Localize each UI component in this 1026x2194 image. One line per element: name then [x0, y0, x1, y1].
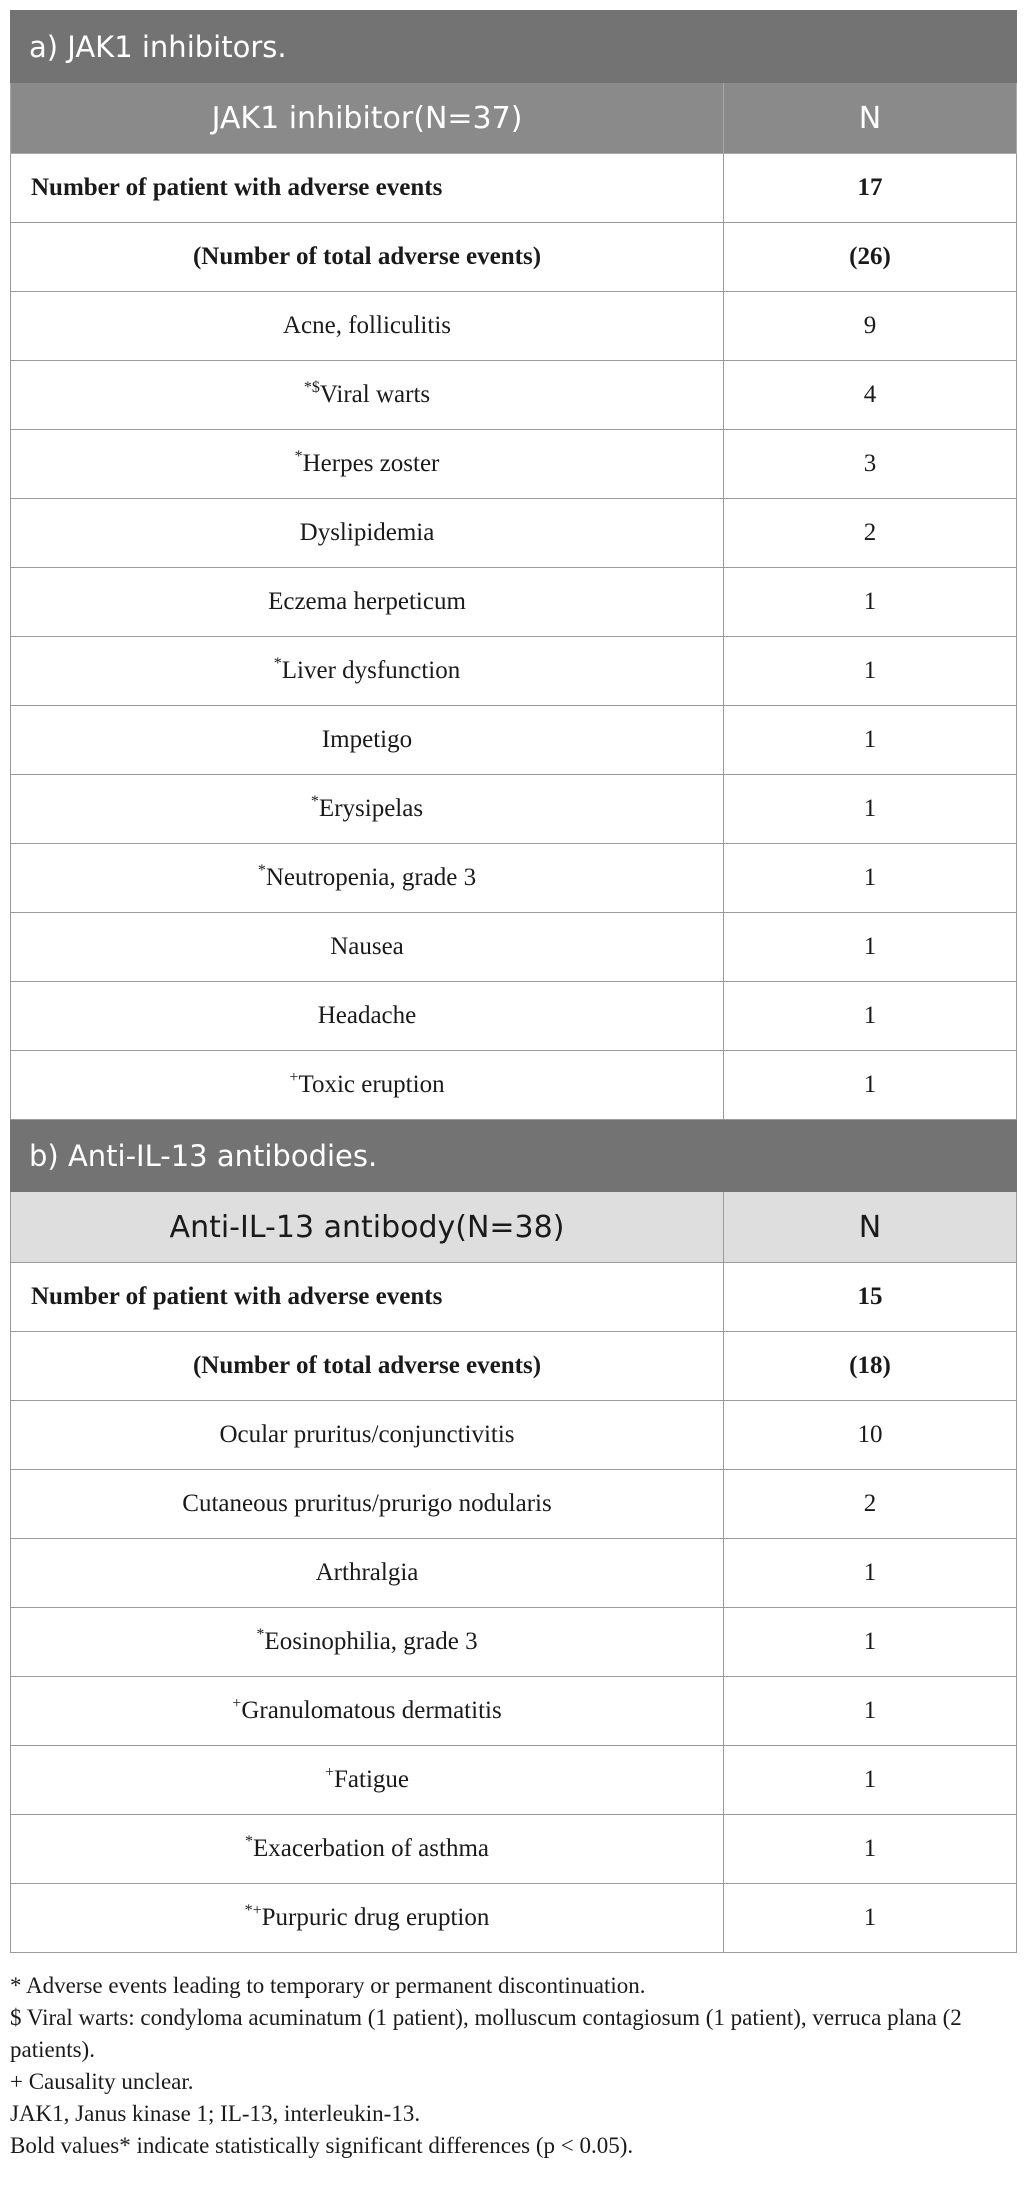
event-count: 1 — [724, 775, 1017, 844]
event-count: 2 — [724, 1470, 1017, 1539]
event-count: 1 — [724, 844, 1017, 913]
event-label — [11, 1263, 724, 1332]
event-count: 1 — [724, 1608, 1017, 1677]
event-label-text: Arthralgia — [315, 1559, 419, 1586]
event-marker: * — [294, 448, 303, 465]
table-row — [11, 1332, 1017, 1401]
event-label — [11, 499, 724, 568]
event-label-text: Toxic eruption — [298, 1071, 445, 1098]
table-row — [11, 1470, 1017, 1539]
section-b-header-col2: N — [724, 1192, 1017, 1263]
event-count: 9 — [724, 292, 1017, 361]
event-label — [11, 982, 724, 1051]
table-row — [11, 1051, 1017, 1120]
event-marker: * — [256, 1626, 265, 1643]
event-label-text: Herpes zoster — [302, 450, 440, 477]
table-row — [11, 1263, 1017, 1332]
event-label — [11, 1332, 724, 1401]
footnote-bold-values: Bold values* indicate statistically significant differences (p < 0.05). — [10, 2133, 634, 2158]
table-row — [11, 1608, 1017, 1677]
event-count: 1 — [724, 568, 1017, 637]
event-label-text: Ocular pruritus/conjunctivitis — [219, 1421, 515, 1448]
event-count: 4 — [724, 361, 1017, 430]
event-label — [11, 1539, 724, 1608]
event-label — [11, 292, 724, 361]
table-row — [11, 913, 1017, 982]
event-label-text: Fatigue — [334, 1766, 410, 1793]
event-label — [11, 361, 724, 430]
event-label-text: Acne, folliculitis — [282, 312, 452, 339]
event-label-text: Erysipelas — [318, 795, 424, 822]
event-label — [11, 430, 724, 499]
event-count: (26) — [724, 223, 1017, 292]
section-b — [11, 1120, 1017, 1953]
table-row — [11, 154, 1017, 223]
event-count: 3 — [724, 430, 1017, 499]
event-label — [11, 1401, 724, 1470]
table-row — [11, 1815, 1017, 1884]
event-label — [11, 568, 724, 637]
event-marker: * — [310, 793, 319, 810]
event-label — [11, 775, 724, 844]
event-label-text: Dyslipidemia — [299, 519, 435, 546]
event-count: 1 — [724, 1746, 1017, 1815]
section-a — [11, 11, 1017, 1120]
table-row — [11, 1677, 1017, 1746]
section-b-header-col1: Anti-IL-13 antibody(N=38) — [11, 1192, 724, 1263]
event-count: 1 — [724, 1677, 1017, 1746]
event-marker: * — [257, 862, 266, 879]
table-row — [11, 292, 1017, 361]
event-label-text: Granulomatous dermatitis — [241, 1697, 502, 1724]
event-marker: * — [273, 655, 282, 672]
table-row — [11, 1746, 1017, 1815]
event-label — [11, 1884, 724, 1953]
event-label-text: Neutropenia, grade 3 — [265, 864, 477, 891]
table-row — [11, 637, 1017, 706]
section-a-title: a) JAK1 inhibitors. — [11, 11, 1017, 83]
event-count: 1 — [724, 982, 1017, 1051]
event-count: 1 — [724, 1815, 1017, 1884]
event-label-text: Liver dysfunction — [281, 657, 461, 684]
footnote-abbreviations: JAK1, Janus kinase 1; IL-13, interleukin-13. — [10, 2101, 421, 2126]
event-label-text: Viral warts — [319, 381, 431, 408]
event-count: (18) — [724, 1332, 1017, 1401]
event-marker: + — [289, 1069, 299, 1086]
event-count: 15 — [724, 1263, 1017, 1332]
event-label-text: Eczema herpeticum — [268, 588, 466, 615]
event-label-text: Number of patient with adverse events — [31, 1283, 443, 1310]
adverse-events-table-container — [10, 10, 1016, 1953]
footnote-discontinuation: * Adverse events leading to temporary or permanent discontinuation. — [10, 1973, 646, 1998]
event-label — [11, 154, 724, 223]
event-count: 1 — [724, 1884, 1017, 1953]
section-a-header-col2: N — [724, 83, 1017, 154]
event-count: 1 — [724, 1051, 1017, 1120]
event-count: 17 — [724, 154, 1017, 223]
event-label-text: (Number of total adverse events) — [192, 1352, 542, 1379]
table-row — [11, 1884, 1017, 1953]
event-label-text: Purpuric drug eruption — [261, 1904, 490, 1931]
table-row — [11, 1401, 1017, 1470]
event-label — [11, 1746, 724, 1815]
table-row — [11, 775, 1017, 844]
event-marker: *+ — [244, 1902, 262, 1919]
table-row — [11, 499, 1017, 568]
event-count: 1 — [724, 706, 1017, 775]
section-a-header-row — [11, 83, 1017, 154]
event-label — [11, 913, 724, 982]
event-label-text: Nausea — [330, 933, 404, 960]
table-row — [11, 430, 1017, 499]
event-label-text: Impetigo — [321, 726, 413, 753]
adverse-events-table — [10, 10, 1017, 1953]
event-label — [11, 706, 724, 775]
table-row — [11, 568, 1017, 637]
table-row — [11, 361, 1017, 430]
event-count: 1 — [724, 637, 1017, 706]
event-label — [11, 844, 724, 913]
event-label — [11, 1677, 724, 1746]
event-count: 1 — [724, 1539, 1017, 1608]
event-label-text: Cutaneous pruritus/prurigo nodularis — [182, 1490, 552, 1517]
event-marker: *$ — [303, 379, 320, 396]
footnote-causality: + Causality unclear. — [10, 2069, 194, 2094]
event-count: 1 — [724, 913, 1017, 982]
table-row — [11, 844, 1017, 913]
event-label — [11, 1608, 724, 1677]
event-label-text: Headache — [317, 1002, 417, 1029]
event-label — [11, 1051, 724, 1120]
section-b-title-row — [11, 1120, 1017, 1192]
section-b-title: b) Anti-IL-13 antibodies. — [11, 1120, 1017, 1192]
event-marker: + — [324, 1764, 335, 1781]
table-row — [11, 706, 1017, 775]
event-label — [11, 223, 724, 292]
event-marker: + — [232, 1695, 242, 1712]
event-count: 2 — [724, 499, 1017, 568]
section-b-header-row — [11, 1192, 1017, 1263]
event-label-text: Number of patient with adverse events — [31, 174, 443, 201]
section-a-title-row — [11, 11, 1017, 83]
event-label — [11, 1815, 724, 1884]
event-marker: * — [244, 1833, 253, 1850]
event-count: 10 — [724, 1401, 1017, 1470]
footnote-viral-warts: $ Viral warts: condyloma acuminatum (1 patient), molluscum contagiosum (1 patient), verruca plana (2 patients). — [10, 2005, 962, 2062]
section-a-header-col1: JAK1 inhibitor(N=37) — [11, 83, 724, 154]
event-label — [11, 1470, 724, 1539]
table-row — [11, 1539, 1017, 1608]
event-label-text: Exacerbation of asthma — [252, 1835, 489, 1862]
event-label-text: Eosinophilia, grade 3 — [264, 1628, 478, 1655]
event-label — [11, 637, 724, 706]
table-row — [11, 982, 1017, 1051]
table-row — [11, 223, 1017, 292]
event-label-text: (Number of total adverse events) — [192, 243, 542, 270]
footnotes — [10, 1970, 1016, 2162]
